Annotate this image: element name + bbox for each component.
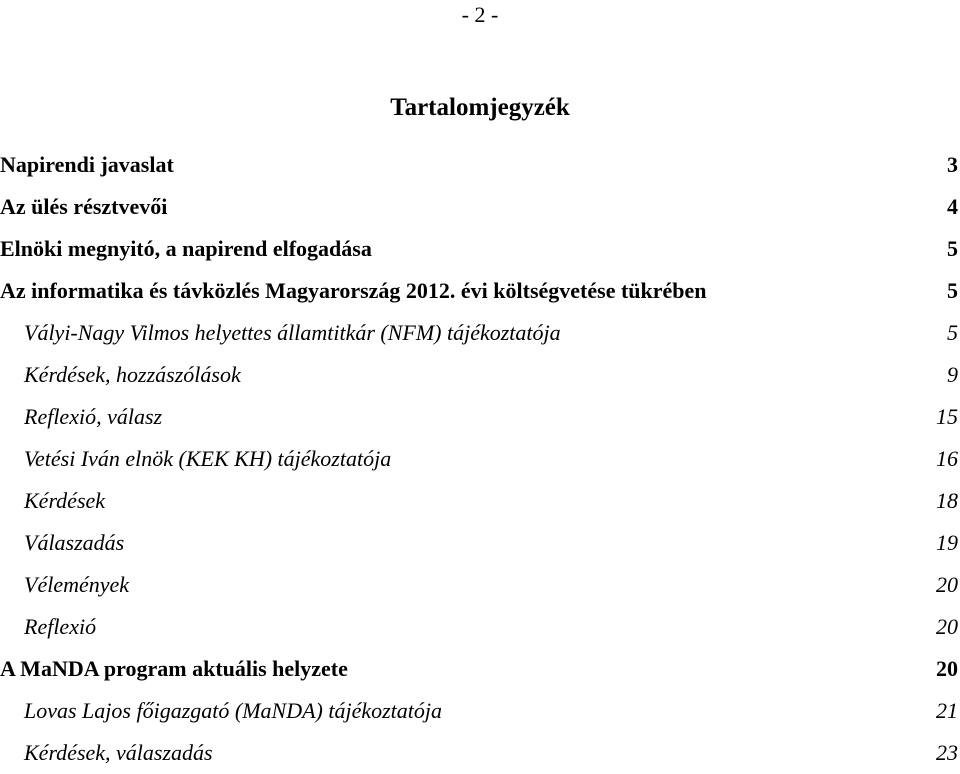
toc-entry-page: 21: [936, 698, 958, 723]
toc-entry-manda-program[interactable]: [0, 648, 960, 690]
toc-entry-page: 16: [936, 446, 958, 471]
toc-entry-page: 23: [936, 740, 958, 765]
toc-entry-page: 5: [947, 320, 958, 345]
toc-entry-lovas-briefing[interactable]: [0, 690, 960, 732]
toc-entry-questions-answers[interactable]: [0, 732, 960, 774]
toc-entry-participants[interactable]: [0, 186, 960, 228]
toc-entry-title: Lovas Lajos főigazgató (MaNDA) tájékoztatója: [24, 698, 442, 723]
toc-entry-page: 18: [936, 488, 958, 513]
toc-list: [0, 144, 960, 774]
toc-entry-vetesi-briefing[interactable]: [0, 438, 960, 480]
page-number: - 2 -: [461, 2, 499, 27]
toc-entry-page: 15: [936, 404, 958, 429]
toc-entry-valyi-nagy-briefing[interactable]: [0, 312, 960, 354]
toc-entry-questions-comments[interactable]: [0, 354, 960, 396]
toc-entry-title: Napirendi javaslat: [0, 152, 174, 177]
toc-entry-reflection[interactable]: [0, 606, 960, 648]
toc-entry-questions[interactable]: [0, 480, 960, 522]
toc-entry-reflection-answer[interactable]: [0, 396, 960, 438]
toc-entry-title: Kérdések, hozzászólások: [24, 362, 241, 387]
toc-entry-answers[interactable]: [0, 522, 960, 564]
toc-entry-title: Kérdések: [24, 488, 106, 513]
toc-entry-page: 4: [947, 194, 958, 219]
toc-entry-page: 5: [947, 236, 958, 261]
toc-entry-page: 19: [936, 530, 958, 555]
toc-entry-title: Vetési Iván elnök (KEK KH) tájékoztatója: [24, 446, 392, 471]
toc-entry-page: 20: [936, 614, 958, 639]
toc-entry-page: 20: [936, 572, 958, 597]
toc-entry-opening[interactable]: [0, 228, 960, 270]
toc-entry-title: Reflexió: [24, 614, 97, 639]
toc-entry-title: Elnöki megnyitó, a napirend elfogadása: [0, 236, 372, 261]
toc-entry-title: Az informatika és távközlés Magyarország 2012. évi költségvetése tükrében: [0, 278, 707, 303]
toc-entry-title: Az ülés résztvevői: [0, 194, 168, 219]
toc-entry-it-budget[interactable]: [0, 270, 960, 312]
toc-entry-title: A MaNDA program aktuális helyzete: [0, 656, 348, 681]
toc-entry-title: Válaszadás: [24, 530, 125, 555]
toc-entry-page: 20: [936, 656, 958, 681]
toc-entry-page: 9: [947, 362, 958, 387]
toc-title: Tartalomjegyzék: [390, 94, 570, 121]
toc-entry-agenda-proposal[interactable]: [0, 144, 960, 186]
toc-entry-title: Vélemények: [24, 572, 130, 597]
toc-entry-page: 5: [947, 278, 958, 303]
toc-entry-page: 3: [947, 152, 958, 177]
toc-entry-title: Kérdések, válaszadás: [24, 740, 213, 765]
toc-entry-title: Reflexió, válasz: [24, 404, 163, 429]
toc-entry-title: Vályi-Nagy Vilmos helyettes államtitkár (NFM) tájékoztatója: [24, 320, 561, 345]
toc-entry-opinions[interactable]: [0, 564, 960, 606]
